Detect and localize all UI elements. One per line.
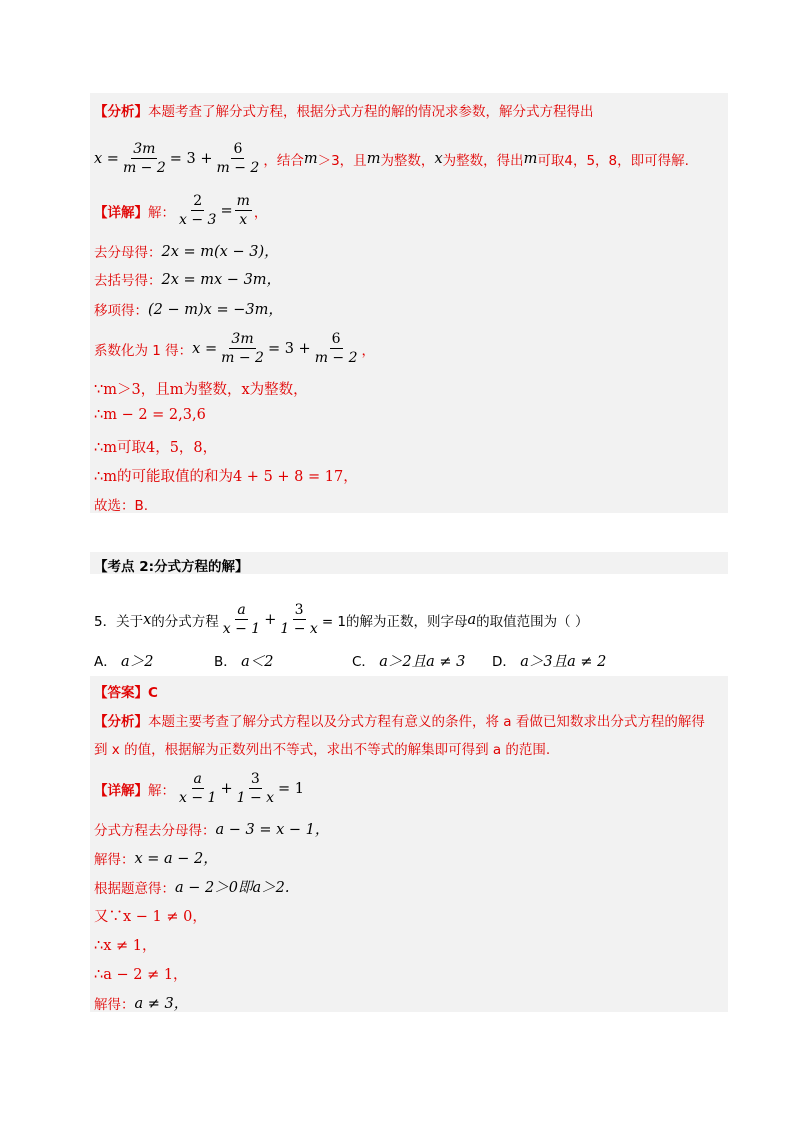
fraction-6-over-m-2-b: $\frac{6}{m - 2}$ xyxy=(314,331,358,367)
fraction-a-over-x-1-b: $\frac{a}{x - 1}$ xyxy=(179,771,217,807)
step-coefficient: 系数化为 1 得： x = $\frac{3m}{m - 2}$ = 3 + $\frac{6}{m - 2}$ ， xyxy=(94,331,376,367)
step2-final: 解得： a ≠ 3， xyxy=(94,996,189,1013)
detail-line: 【详解】 解： $\frac{2}{x - 3}$ = $\frac{m}{x}$ ， xyxy=(94,193,268,229)
step2-therefore-2: ∴a − 2 ≠ 1， xyxy=(94,967,188,983)
option-b[interactable]: B． a＜2 xyxy=(214,654,274,670)
option-a[interactable]: A． a＞2 xyxy=(94,654,154,670)
detail-label: 【详解】 xyxy=(94,204,148,221)
step-move-terms: 移项得： (2 − m)x = −3m， xyxy=(94,302,283,319)
analysis-label: 【分析】 xyxy=(94,104,148,120)
x-equals: x = xyxy=(94,150,119,167)
analysis-2-line-2: 到 x 的值，根据解为正数列出不等式，求出不等式的解集即可得到 a 的范围. xyxy=(94,742,551,758)
fraction-2-over-x-3: $\frac{2}{x - 3}$ xyxy=(179,193,217,229)
fraction-a-over-x-1: $\frac{a}{x - 1}$ xyxy=(222,602,261,638)
step2-condition: 根据题意得： a − 2＞0即a＞2. xyxy=(94,880,290,897)
step-choose: 故选：B. xyxy=(94,498,149,514)
step2-because: 又∵x − 1 ≠ 0， xyxy=(94,909,207,925)
fraction-6-over-m-2: $\frac{6}{m - 2}$ xyxy=(216,141,260,177)
step2-therefore-1: ∴x ≠ 1， xyxy=(94,938,157,954)
fraction-3-over-1-x-b: $\frac{3}{1 - x}$ xyxy=(236,771,275,807)
fraction-3m-over-m-2: $\frac{3m}{m - 2}$ xyxy=(122,141,166,177)
section-title: 【考点 2:分式方程的解】 xyxy=(94,559,249,575)
step-because: ∵m＞3，且m为整数，x为整数， xyxy=(94,382,308,398)
fraction-3m-over-m-2-b: $\frac{3m}{m - 2}$ xyxy=(221,331,264,367)
fraction-3-over-1-x: $\frac{3}{1 - x}$ xyxy=(280,602,318,638)
equals-3-plus: = 3 + xyxy=(169,150,213,167)
analysis-2-line-1: 【分析】 本题主要考查了解分式方程以及分式方程有意义的条件，将 a 看做已知数求出分式方程的解得 xyxy=(94,714,705,730)
option-d[interactable]: D． a＞3且a ≠ 2 xyxy=(492,654,607,670)
step2-solve: 解得： x = a − 2， xyxy=(94,851,218,868)
question-5: 5． 关于 x 的分式方程 $\frac{a}{x - 1}$ + $\frac{3}{1 - x}$ = 1的解为正数，则字母 a 的取值范围为（ ） xyxy=(94,602,589,638)
option-c[interactable]: C． a＞2且a ≠ 3 xyxy=(352,654,466,670)
analysis-line-2: x = $\frac{3m}{m - 2}$ = 3 + $\frac{6}{m - 2}$ ，结合 m ＞3，且 m 为整数， x 为整数，得出 m 可取4，5，8，即可得解. xyxy=(94,141,689,177)
step-remove-denominator: 去分母得： 2x = m(x − 3)， xyxy=(94,244,279,261)
step-therefore-3: ∴m的可能取值的和为4 + 5 + 8 = 17， xyxy=(94,469,358,485)
analysis-line-1 xyxy=(94,100,594,120)
step-therefore-1: ∴m − 2 = 2,3,6 xyxy=(94,407,206,423)
detail-2-line: 【详解】 解： $\frac{a}{x - 1}$ + $\frac{3}{1 - x}$ = 1 xyxy=(94,771,305,807)
answer-line: 【答案】C xyxy=(94,685,158,701)
step-therefore-2: ∴m可取4，5，8， xyxy=(94,440,218,456)
analysis-text: 本题考查了解分式方程，根据分式方程的解的情况求参数，解分式方程得出 xyxy=(148,104,594,120)
step-remove-brackets: 去括号得： 2x = mx − 3m， xyxy=(94,272,282,289)
step2-remove-denominator: 分式方程去分母得： a − 3 = x − 1， xyxy=(94,822,330,839)
fraction-m-over-x: $\frac{m}{x}$ xyxy=(236,193,250,229)
